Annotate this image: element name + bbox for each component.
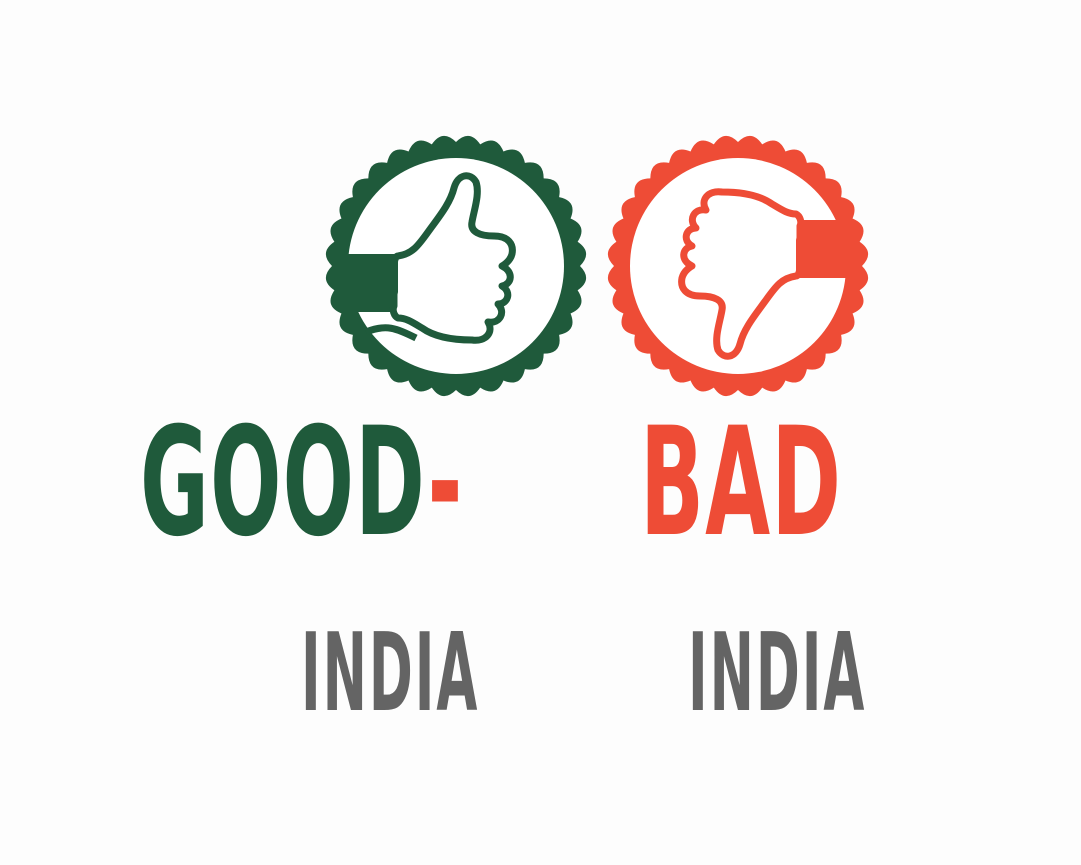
good-text: GOOD	[140, 396, 428, 570]
thumbs-down-icon	[598, 126, 878, 406]
bad-word	[640, 396, 843, 570]
good-word	[140, 396, 464, 570]
bad-text: BAD	[640, 396, 843, 570]
good-india-text: INDIA	[301, 611, 480, 736]
dash-text: -	[427, 396, 464, 570]
thumbs-up-badge	[316, 126, 596, 406]
thumbs-up-icon	[316, 126, 596, 406]
bad-india-text: INDIA	[688, 611, 867, 736]
thumbs-down-badge	[598, 126, 878, 406]
